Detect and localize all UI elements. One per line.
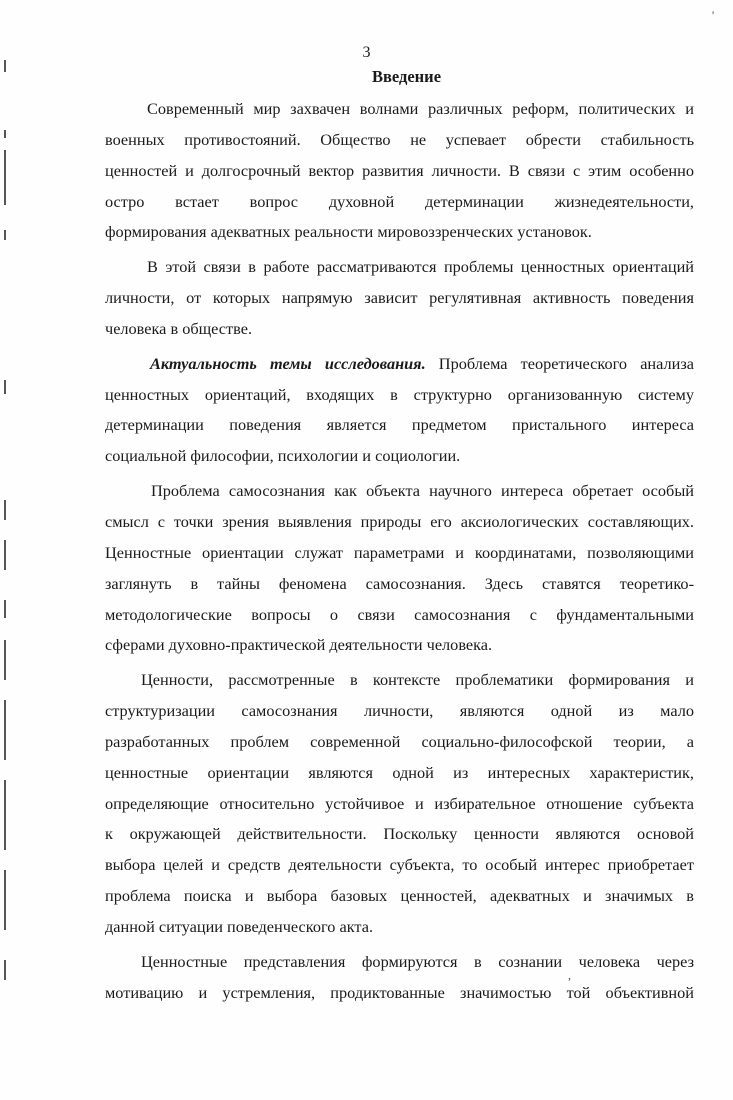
text-line: ценностных ориентаций, входящих в структурно организованную систему — [105, 384, 694, 404]
scan-edge-noise — [4, 0, 14, 1000]
text-line: социальной философии, психологии и социологии. — [105, 446, 461, 466]
text-line: Современный мир захвачен волнами различных реформ, политических и — [147, 99, 694, 118]
text-line: военных противостояний. Общество не успевает обрести стабильность — [105, 129, 694, 149]
text-line: остро встает вопрос духовной детерминации жизнедеятельности, — [105, 191, 694, 211]
page-number: 3 — [362, 44, 371, 61]
text-line: ценностные ориентации являются одной из интересных характеристик, — [105, 762, 694, 782]
page-title: Введение — [371, 67, 442, 86]
text-line — [105, 349, 694, 380]
text-line: выбора целей и средств деятельности субъекта, то особый интерес приобретает — [105, 855, 694, 875]
text-line: мотивацию и устремления, продиктованные значимостью той объективной — [105, 982, 694, 1002]
text-line: определяющие относительно устойчивое и избирательное отношение субъекта — [105, 793, 694, 813]
text-line: Ценностные представления формируются в сознании человека через — [141, 951, 694, 971]
text-line: данной ситуации поведенческого акта. — [105, 916, 374, 936]
text-line: Проблема самосознания как объекта научного интереса обретает особый — [151, 481, 694, 501]
text-line: В этой связи в работе рассматриваются проблемы ценностных ориентаций — [147, 257, 694, 277]
text-line: сферами духовно-практической деятельности человека. — [105, 635, 493, 655]
text-line: структуризации самосознания личности, являются одной из мало — [105, 701, 694, 721]
text-line: заглянуть в тайны феномена самосознания. Здесь ставятся теоретико- — [105, 573, 694, 593]
text-line: формирования адекватных реальности мировоззренческих установок. — [105, 222, 592, 242]
text-line: Ценности, рассмотренные в контексте проблематики формирования и — [141, 670, 694, 690]
text-line: проблема поиска и выбора базовых ценностей, адекватных и значимых в — [105, 886, 694, 906]
section-heading: Актуальность темы исследования. — [150, 353, 426, 373]
text-line: Ценностные ориентации служат параметрами и координатами, позволяющими — [105, 542, 694, 562]
corner-mark: ' — [712, 8, 715, 22]
text-line: детерминации поведения является предметом пристального интереса — [105, 415, 694, 435]
text-line: ценностей и долгосрочный вектор развития личности. В связи с этим особенно — [105, 160, 694, 180]
text-line: методологические вопросы о связи самосознания с фундаментальными — [105, 604, 694, 624]
text-line: разработанных проблем современной социально-философской теории, а — [105, 731, 694, 751]
text-fragment: Проблема теоретического анализа — [425, 353, 694, 373]
speck-mark: , — [568, 968, 571, 982]
body-text — [105, 94, 694, 1008]
text-line: смысл с точки зрения выявления природы его аксиологических составляющих. — [105, 511, 694, 531]
text-line: человека в обществе. — [105, 318, 253, 338]
text-line: к окружающей действительности. Поскольку ценности являются основой — [105, 824, 694, 844]
text-line: личности, от которых напрямую зависит регулятивная активность поведения — [105, 288, 694, 308]
